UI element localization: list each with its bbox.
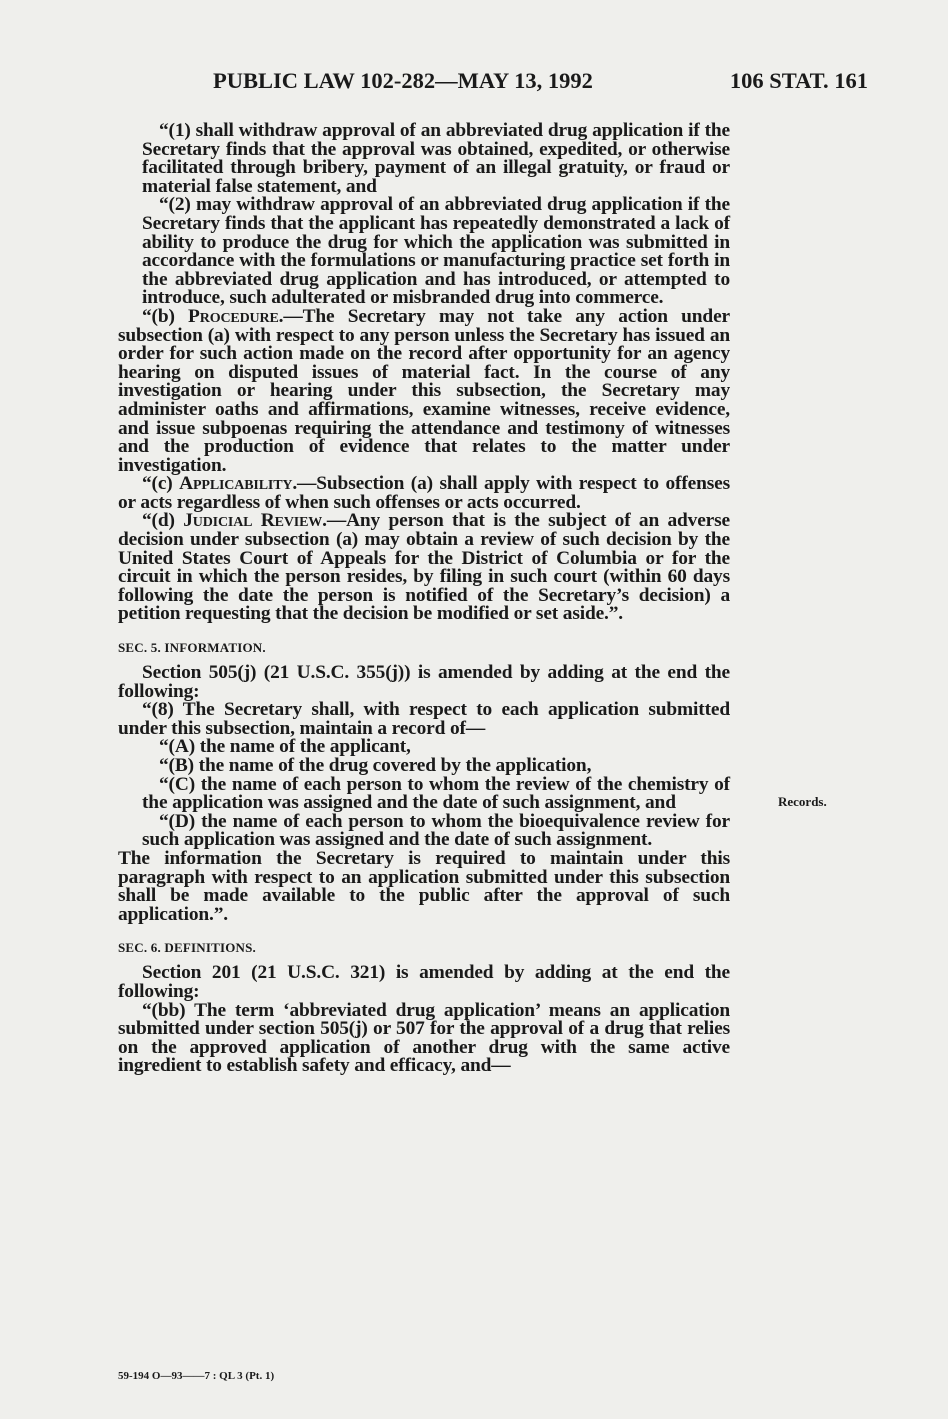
section-5-item-d: “(D) the name of each person to whom the bioequivalence review for such application was assigned and the date of such assignment. (142, 810, 730, 851)
subsection-d-prefix: “(d) (142, 510, 184, 532)
page-header (0, 68, 948, 98)
section-5-item-c: “(C) the name of each person to whom the review of the chemistry of the application was assigned and the date of such assignment, and (142, 773, 730, 814)
section-5-item-a: “(A) the name of the applicant, (159, 736, 411, 758)
subsection-c (118, 475, 730, 512)
subsection-b-heading: Procedure. (188, 305, 284, 327)
section-6-intro: Section 201 (21 U.S.C. 321) is amended by adding at the end the following: (118, 962, 730, 1002)
paragraph-1: “(1) shall withdraw approval of an abbreviated drug application if the Secretary finds that the approval was obtained, expedited, or otherwise facilitated through bribery, payment of an illegal gratuity, or fraud or material false statement, and (142, 120, 730, 197)
paragraph-2: “(2) may withdraw approval of an abbreviated drug application if the Secretary finds that the applicant has repeatedly demonstrated a lack of ability to produce the drug for which the application was submitted in accordance with the formulations or manufacturing practice set forth in the abbreviated drug application and has introduced, or attempted to introduce, such adulterated or misbranded drug into commerce. (142, 194, 730, 309)
running-title: PUBLIC LAW 102-282—MAY 13, 1992 (213, 68, 593, 93)
printer-footer: 59-194 O—93——7 : QL 3 (Pt. 1) (118, 1370, 275, 1382)
subsection-c-text: —Subsection (a) shall apply with respect to offenses or acts regardless of when such offenses or acts occurred. (118, 473, 730, 513)
section-5-closing: The information the Secretary is required to maintain under this paragraph with respect to an application submitted under this subsection shall be made available to the public after the approval of such application.”. (118, 847, 730, 925)
section-5-paragraph-8: “(8) The Secretary shall, with respect to each application submitted under this subsection, maintain a record of— (118, 699, 730, 739)
section-5-item-b: “(B) the name of the drug covered by the application, (159, 755, 592, 776)
subsection-d-text: —Any person that is the subject of an adverse decision under subsection (a) may obtain a review of such decision by the United States Court of Appeals for the District of Columbia or for the circuit in which the person resides, by filing in such court (within 60 days following the date the person is notified of the Secretary’s decision) a petition requesting that the decision be modified or set aside.”. (118, 510, 730, 625)
subsection-d (118, 512, 730, 624)
section-6-heading: SEC. 6. DEFINITIONS. (118, 940, 257, 956)
subsection-b (118, 305, 730, 476)
document-body (118, 122, 730, 1076)
subsection-b-prefix: “(b) (142, 305, 189, 327)
subsection-c-prefix: “(c) (142, 473, 180, 495)
section-6-definition-bb: “(bb) The term ‘abbreviated drug application’ means an application submitted under section 505(j) or 507 for the approval of a drug that relies on the approved application of another drug with the same active ingredient to establish safety and efficacy, and— (118, 999, 730, 1077)
statute-page-number: 106 STAT. 161 (729, 68, 868, 93)
section-5-intro: Section 505(j) (21 U.S.C. 355(j)) is amended by adding at the end the following: (118, 662, 730, 702)
subsection-d-heading: Judicial Review. (183, 510, 327, 532)
subsection-c-heading: Applicability. (179, 473, 298, 495)
subsection-b-text: —The Secretary may not take any action under subsection (a) with respect to any person unless the Secretary has issued an order for such action made on the record after opportunity for an agency hearing on disputed issues of material fact. In the course of any investigation or hearing under this subsection, the Secretary may administer oaths and affirmations, examine witnesses, receive evidence, and issue subpoenas requiring the attendance and testimony of witnesses and the production of evidence that relates to the matter under investigation. (118, 305, 730, 476)
section-5-heading: SEC. 5. INFORMATION. (118, 640, 266, 656)
margin-note-records: Records. (778, 794, 827, 809)
